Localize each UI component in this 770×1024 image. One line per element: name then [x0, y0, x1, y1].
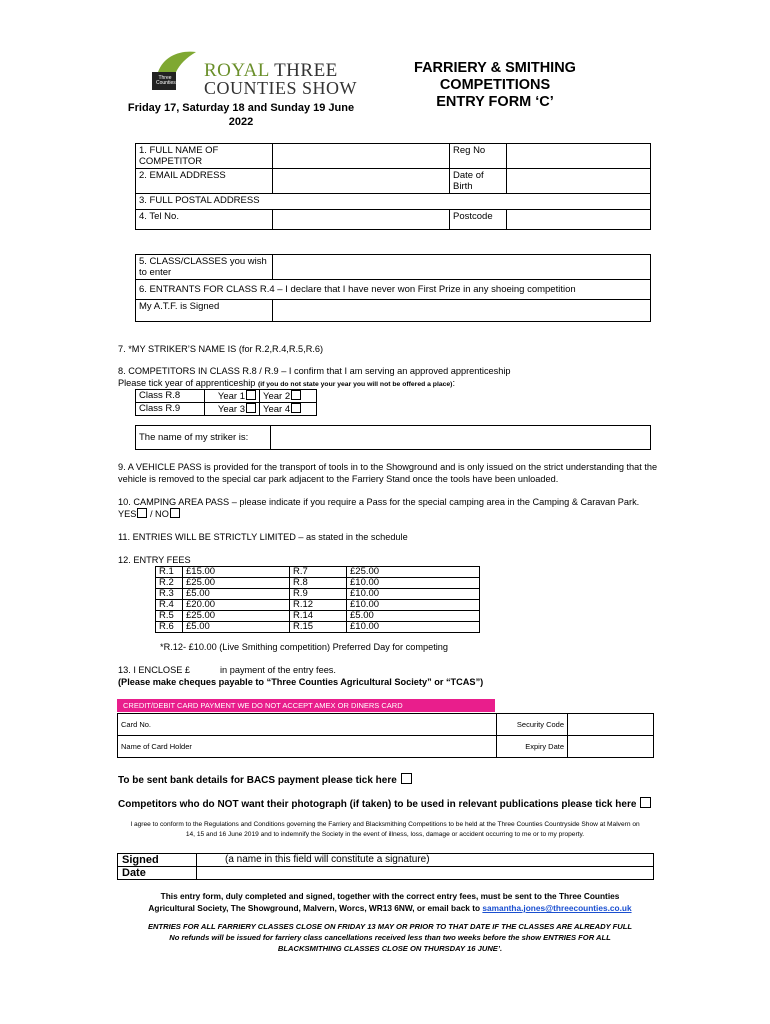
- striker-name-field[interactable]: [271, 426, 651, 450]
- email-link[interactable]: samantha.jones@threecounties.co.uk: [482, 903, 632, 913]
- fee-row: [156, 589, 480, 600]
- email-field[interactable]: [273, 169, 450, 194]
- email-label: 2. EMAIL ADDRESS: [136, 169, 273, 194]
- entrants-r4-label: 6. ENTRANTS FOR CLASS R.4 – I declare that I have never won First Prize in any shoeing competition: [136, 280, 651, 300]
- full-name-label: 1. FULL NAME OF COMPETITOR: [136, 144, 273, 169]
- fees-note: *R.12- £10.00 (Live Smithing competition) Preferred Day for competing: [160, 642, 449, 652]
- photo-checkbox[interactable]: [640, 797, 651, 808]
- signed-label: Signed: [118, 854, 197, 867]
- reg-no-field[interactable]: [507, 144, 651, 169]
- enclose-line1: 13. I ENCLOSE £ in payment of the entry fees.: [118, 665, 336, 675]
- year3-checkbox[interactable]: [246, 403, 256, 413]
- security-code-field[interactable]: [568, 714, 654, 736]
- fee-class: R.4: [156, 600, 183, 611]
- camping-no-checkbox[interactable]: [170, 508, 180, 518]
- show-dates: Friday 17, Saturday 18 and Sunday 19 June 2022: [127, 102, 355, 128]
- bacs-line: To be sent bank details for BACS payment please tick here: [118, 773, 412, 786]
- fee-amount: £15.00: [183, 567, 290, 578]
- fee-row: [156, 578, 480, 589]
- year2-checkbox[interactable]: [291, 390, 301, 400]
- logo-line1: ROYAL THREE: [204, 60, 338, 81]
- closing-notice: ENTRIES FOR ALL FARRIERY CLASSES CLOSE ON FRIDAY 13 MAY OR PRIOR TO THAT DATE IF THE CLASSES ARE ALREADY FULL No refunds will be issued for farriery class cancellations received less than two weeks before the show ENTRIES FOR ALL BLACKSMITHING CLASSES CLOSE ON THURSDAY 16 JUNE’.: [147, 922, 633, 953]
- fee-amount: £5.00: [183, 622, 290, 633]
- agreement-text: I agree to conform to the Regulations and Conditions governing the Farriery and Blacksmithing Competitions to be held at the Three Counties Countryside Show at Malvern on 14, 15 and 16 June 2019 and to indemnify the Society in the event of illness, loss, damage or accident occurring to me or to my property.: [130, 821, 640, 838]
- photo-line: Competitors who do NOT want their photograph (if taken) to be used in relevant publications please tick here: [118, 797, 651, 810]
- camping-yes-checkbox[interactable]: [137, 508, 147, 518]
- year1-checkbox[interactable]: [246, 390, 256, 400]
- class-r8-label: Class R.8: [136, 390, 205, 403]
- fee-amount: £25.00: [183, 611, 290, 622]
- fees-heading: 12. ENTRY FEES: [118, 555, 191, 565]
- apprentice-line2: Please tick year of apprenticeship (if you do not state your year you will not be offered a place):: [118, 378, 456, 388]
- fee-class: R.6: [156, 622, 183, 633]
- postcode-label: Postcode: [450, 210, 507, 230]
- page-title: FARRIERY & SMITHING COMPETITIONS ENTRY FORM ‘C’: [414, 60, 576, 110]
- card-no-field[interactable]: Card No.: [118, 714, 497, 736]
- r9-year3[interactable]: Year 3: [205, 403, 260, 416]
- class-r9-label: Class R.9: [136, 403, 205, 416]
- card-holder-field[interactable]: Name of Card Holder: [118, 736, 497, 758]
- fee-amount: £20.00: [183, 600, 290, 611]
- fee-class: R.14: [290, 611, 347, 622]
- signature-table: [117, 853, 654, 880]
- bacs-checkbox[interactable]: [401, 773, 412, 784]
- tel-field[interactable]: [273, 210, 450, 230]
- date-field[interactable]: [197, 867, 654, 880]
- fee-class: R.5: [156, 611, 183, 622]
- fee-row: [156, 611, 480, 622]
- postcode-field[interactable]: [507, 210, 651, 230]
- fee-amount: £10.00: [347, 622, 480, 633]
- fee-class: R.3: [156, 589, 183, 600]
- fee-class: R.1: [156, 567, 183, 578]
- camping-text: 10. CAMPING AREA PASS – please indicate if you require a Pass for the special camping area in the Camping & Caravan Park.: [118, 497, 640, 507]
- tel-label: 4. Tel No.: [136, 210, 273, 230]
- apprentice-line1: 8. COMPETITORS IN CLASS R.8 / R.9 – I confirm that I am serving an approved apprenticeship: [118, 366, 511, 376]
- dob-field[interactable]: [507, 169, 651, 194]
- fee-row: [156, 567, 480, 578]
- send-instructions: This entry form, duly completed and signed, together with the correct entry fees, must be sent to the Three Counties Agricultural Society, The Showground, Malvern, Worcs, WR13 6NW, or email back to samantha.jones@threecounties.co.uk: [148, 891, 632, 913]
- atf-field[interactable]: [273, 300, 651, 322]
- signed-field[interactable]: (a name in this field will constitute a signature): [197, 854, 654, 867]
- fee-class: R.9: [290, 589, 347, 600]
- logo-line2: COUNTIES SHOW: [204, 78, 357, 98]
- fees-table: [155, 566, 480, 633]
- card-table: [117, 713, 654, 758]
- card-payment-banner: CREDIT/DEBIT CARD PAYMENT WE DO NOT ACCEPT AMEX OR DINERS CARD: [117, 699, 495, 712]
- striker-name-label: The name of my striker is:: [136, 426, 271, 450]
- class-field[interactable]: [273, 255, 651, 280]
- year4-checkbox[interactable]: [291, 403, 301, 413]
- fee-class: R.15: [290, 622, 347, 633]
- fee-amount: £5.00: [183, 589, 290, 600]
- r8-year2[interactable]: Year 2: [260, 390, 317, 403]
- entries-limited-text: 11. ENTRIES WILL BE STRICTLY LIMITED – as stated in the schedule: [118, 532, 408, 542]
- fee-amount: £25.00: [347, 567, 480, 578]
- reg-no-label: Reg No: [450, 144, 507, 169]
- expiry-date-field[interactable]: [568, 736, 654, 758]
- fee-class: R.7: [290, 567, 347, 578]
- security-code-label: Security Code: [497, 714, 568, 736]
- dob-label: Date of Birth: [450, 169, 507, 194]
- enclose-line2: (Please make cheques payable to “Three Counties Agricultural Society” or “TCAS”): [118, 677, 484, 687]
- striker-name-table: [135, 425, 651, 450]
- r9-year4[interactable]: Year 4: [260, 403, 317, 416]
- fee-amount: £5.00: [347, 611, 480, 622]
- fee-amount: £10.00: [347, 589, 480, 600]
- fee-amount: £10.00: [347, 578, 480, 589]
- class-label: 5. CLASS/CLASSES you wish to enter: [136, 255, 273, 280]
- striker-line: 7. *MY STRIKER’S NAME IS (for R.2,R.4,R.5,R.6): [118, 344, 324, 354]
- fee-row: [156, 622, 480, 633]
- date-label: Date: [118, 867, 197, 880]
- fee-amount: £10.00: [347, 600, 480, 611]
- logo-badge-text: Three Counties: [156, 75, 176, 86]
- fee-amount: £25.00: [183, 578, 290, 589]
- camping-options: YES / NO: [118, 508, 180, 520]
- fee-class: R.12: [290, 600, 347, 611]
- fee-class: R.8: [290, 578, 347, 589]
- expiry-date-label: Expiry Date: [497, 736, 568, 758]
- full-name-field[interactable]: [273, 144, 450, 169]
- apprentice-year-table: [135, 389, 317, 416]
- fee-row: [156, 600, 480, 611]
- show-logo: [150, 48, 380, 96]
- class-table: [135, 254, 651, 322]
- fee-class: R.2: [156, 578, 183, 589]
- vehicle-pass-text: 9. A VEHICLE PASS is provided for the transport of tools in to the Showground and is only issued on the strict understanding that the vehicle is removed to the special car park adjacent to the Farriery Stand once the tools have been unloaded.: [118, 462, 658, 484]
- atf-label: My A.T.F. is Signed: [136, 300, 273, 322]
- personal-details-table: [135, 143, 651, 230]
- postal-label: 3. FULL POSTAL ADDRESS: [136, 194, 651, 210]
- r8-year1[interactable]: Year 1: [205, 390, 260, 403]
